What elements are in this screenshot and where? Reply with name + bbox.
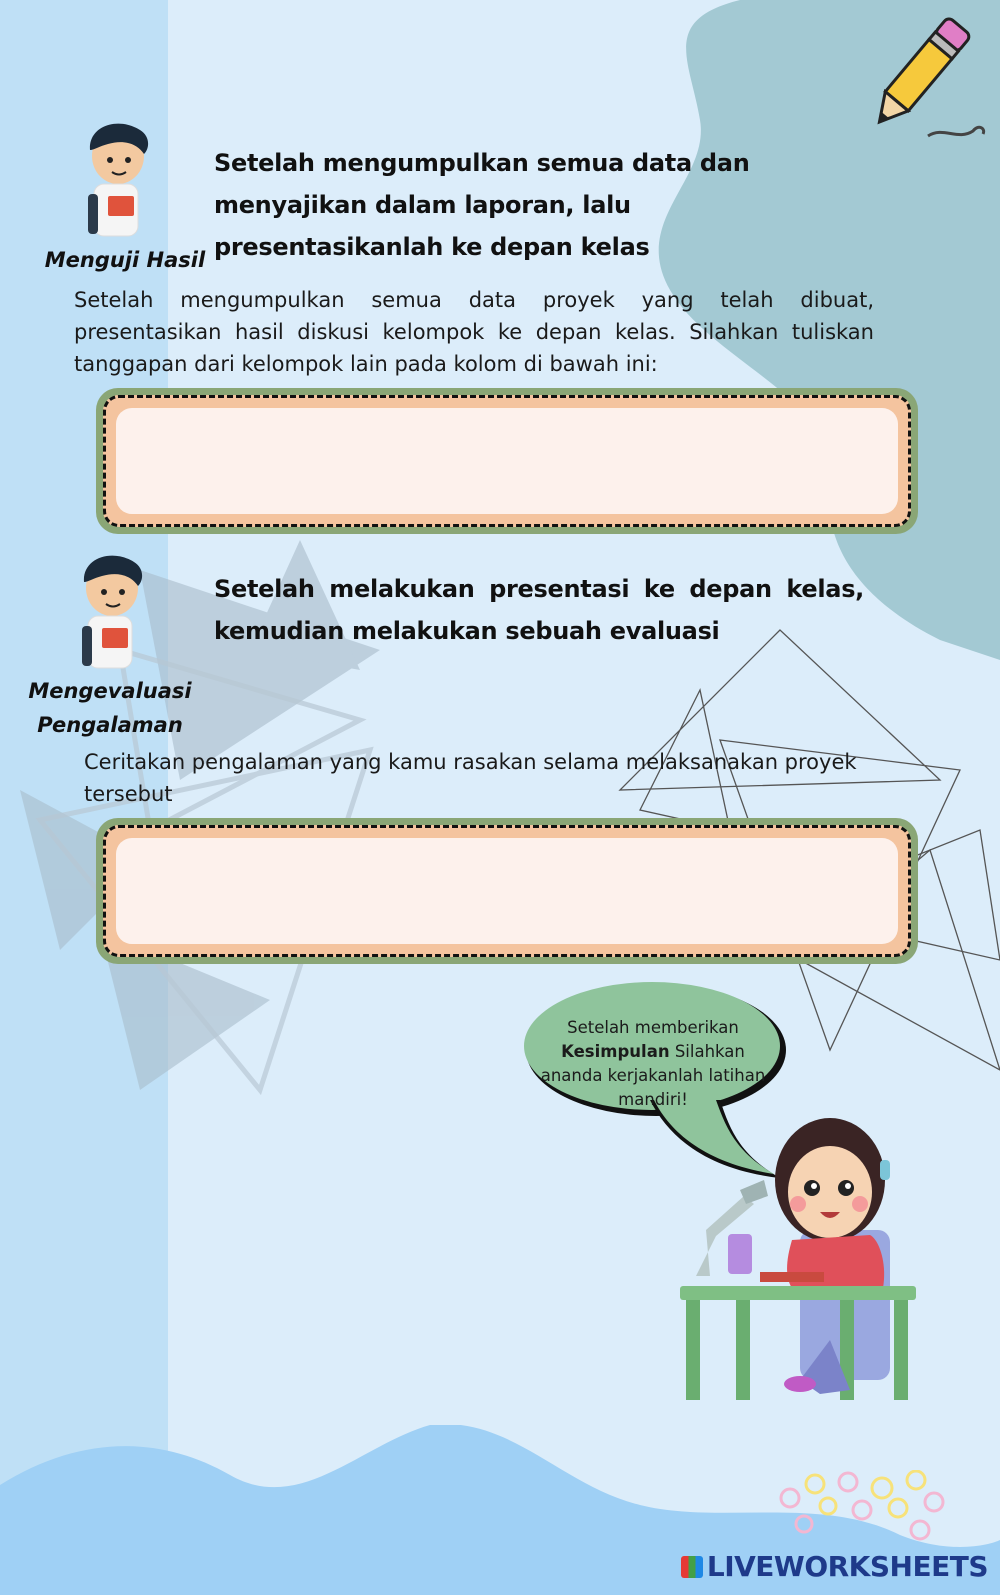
section1-instruction: Setelah mengumpulkan semua data proyek yang telah dibuat, presentasikan hasil diskusi kelompok ke depan kelas. Silahkan tuliskan tanggapan dari kelompok lain pada kolom di bawah ini: [74,288,874,376]
section2-label-line2: Pengalaman [37,713,183,737]
brand-logo[interactable] [681,1550,988,1583]
brand-text: LIVEWORKSHEETS [706,1550,988,1583]
bubble-rest: Silahkan ananda kerjakanlah latihan mandiri! [540,1042,766,1109]
section2-answer-border [103,825,911,957]
speech-bubble-text [528,1016,778,1112]
boy-reading-icon [78,116,158,246]
section2-instruction: Ceritakan pengalaman yang kamu rasakan selama melaksanakan proyek tersebut [84,750,857,806]
bubble-bold: Kesimpulan [561,1042,670,1061]
section1-answer-frame [96,388,918,534]
section2-label [20,674,200,742]
section1-heading: Setelah mengumpulkan semua data dan menyajikan dalam laporan, lalu presentasikanlah ke depan kelas [214,149,750,261]
girl-studying-icon [680,1100,920,1410]
boy-reading-icon-2 [72,548,152,678]
section1-label: Menguji Hasil [44,248,206,272]
section1-answer-border [103,395,911,527]
section1-answer-input[interactable] [116,408,898,514]
section2-label-line1: Mengevaluasi [28,679,192,703]
section2-heading: Setelah melakukan presentasi ke depan kelas, kemudian melakukan sebuah evaluasi [214,575,864,645]
liveworksheets-icon [681,1556,703,1578]
section2-answer-input[interactable] [116,838,898,944]
section2-answer-frame [96,818,918,964]
rings-decoration-icon [770,1470,970,1560]
pencil-icon [848,6,988,146]
bubble-line1: Setelah memberikan [567,1018,739,1037]
